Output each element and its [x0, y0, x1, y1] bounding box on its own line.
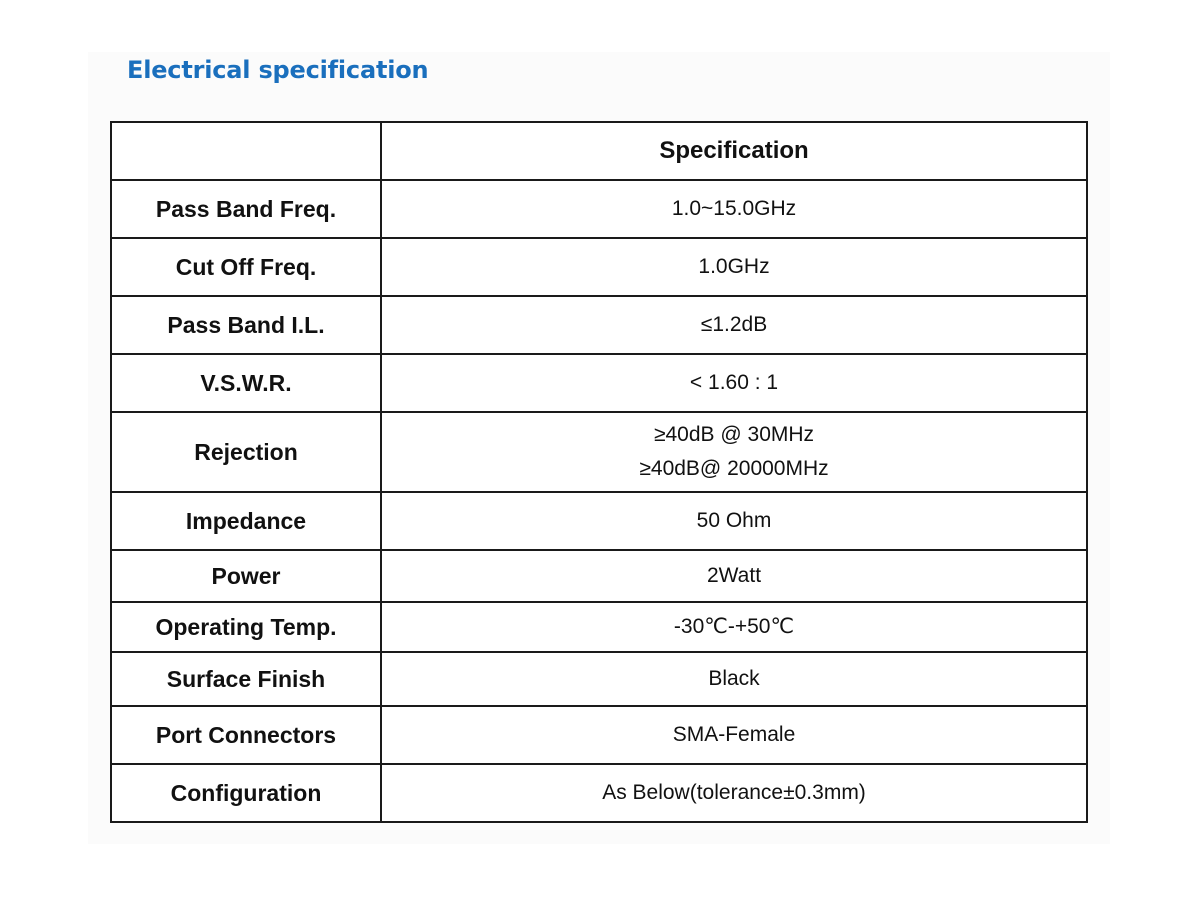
value-cell: [381, 602, 1087, 652]
value-line: ≥40dB@ 20000MHz: [639, 457, 829, 480]
table-row: [111, 602, 1087, 652]
parameter-cell: Operating Temp.: [111, 602, 381, 652]
value-cell: [381, 238, 1087, 296]
parameter-cell: Configuration: [111, 764, 381, 822]
value-cell: [381, 296, 1087, 354]
value-line: < 1.60 : 1: [689, 371, 779, 394]
table-row: [111, 296, 1087, 354]
parameter-header-cell: [111, 122, 381, 180]
table-row: [111, 492, 1087, 550]
table-row: [111, 180, 1087, 238]
value-line: As Below(tolerance±0.3mm): [602, 781, 866, 804]
value-cell: [381, 764, 1087, 822]
parameter-cell: Rejection: [111, 412, 381, 492]
parameter-cell: Cut Off Freq.: [111, 238, 381, 296]
parameter-cell: Impedance: [111, 492, 381, 550]
value-line: 2Watt: [706, 564, 762, 587]
value-line: 1.0GHz: [698, 255, 770, 278]
value-line: ≤1.2dB: [700, 313, 768, 336]
parameter-cell: Pass Band Freq.: [111, 180, 381, 238]
value-cell: [381, 412, 1087, 492]
table-row: [111, 550, 1087, 602]
table-row: [111, 354, 1087, 412]
spec-table: [110, 121, 1088, 823]
table-row: [111, 238, 1087, 296]
value-line: Black: [708, 667, 760, 690]
parameter-cell: V.S.W.R.: [111, 354, 381, 412]
parameter-cell: Pass Band I.L.: [111, 296, 381, 354]
value-line: 1.0~15.0GHz: [671, 197, 797, 220]
value-line: -30℃-+50℃: [673, 615, 795, 638]
specification-header-cell: Specification: [381, 122, 1087, 180]
table-row: [111, 764, 1087, 822]
table-row: [111, 652, 1087, 706]
value-cell: [381, 180, 1087, 238]
value-cell: [381, 492, 1087, 550]
table-row: [111, 412, 1087, 492]
section-title: Electrical specification: [127, 56, 429, 84]
parameter-cell: Power: [111, 550, 381, 602]
value-line: 50 Ohm: [696, 509, 772, 532]
parameter-cell: Surface Finish: [111, 652, 381, 706]
value-line: ≥40dB @ 30MHz: [653, 423, 815, 446]
value-cell: [381, 706, 1087, 764]
table-header-row: [111, 122, 1087, 180]
value-cell: [381, 550, 1087, 602]
table-row: [111, 706, 1087, 764]
value-cell: [381, 354, 1087, 412]
parameter-cell: Port Connectors: [111, 706, 381, 764]
value-line: SMA-Female: [672, 723, 796, 746]
value-cell: [381, 652, 1087, 706]
